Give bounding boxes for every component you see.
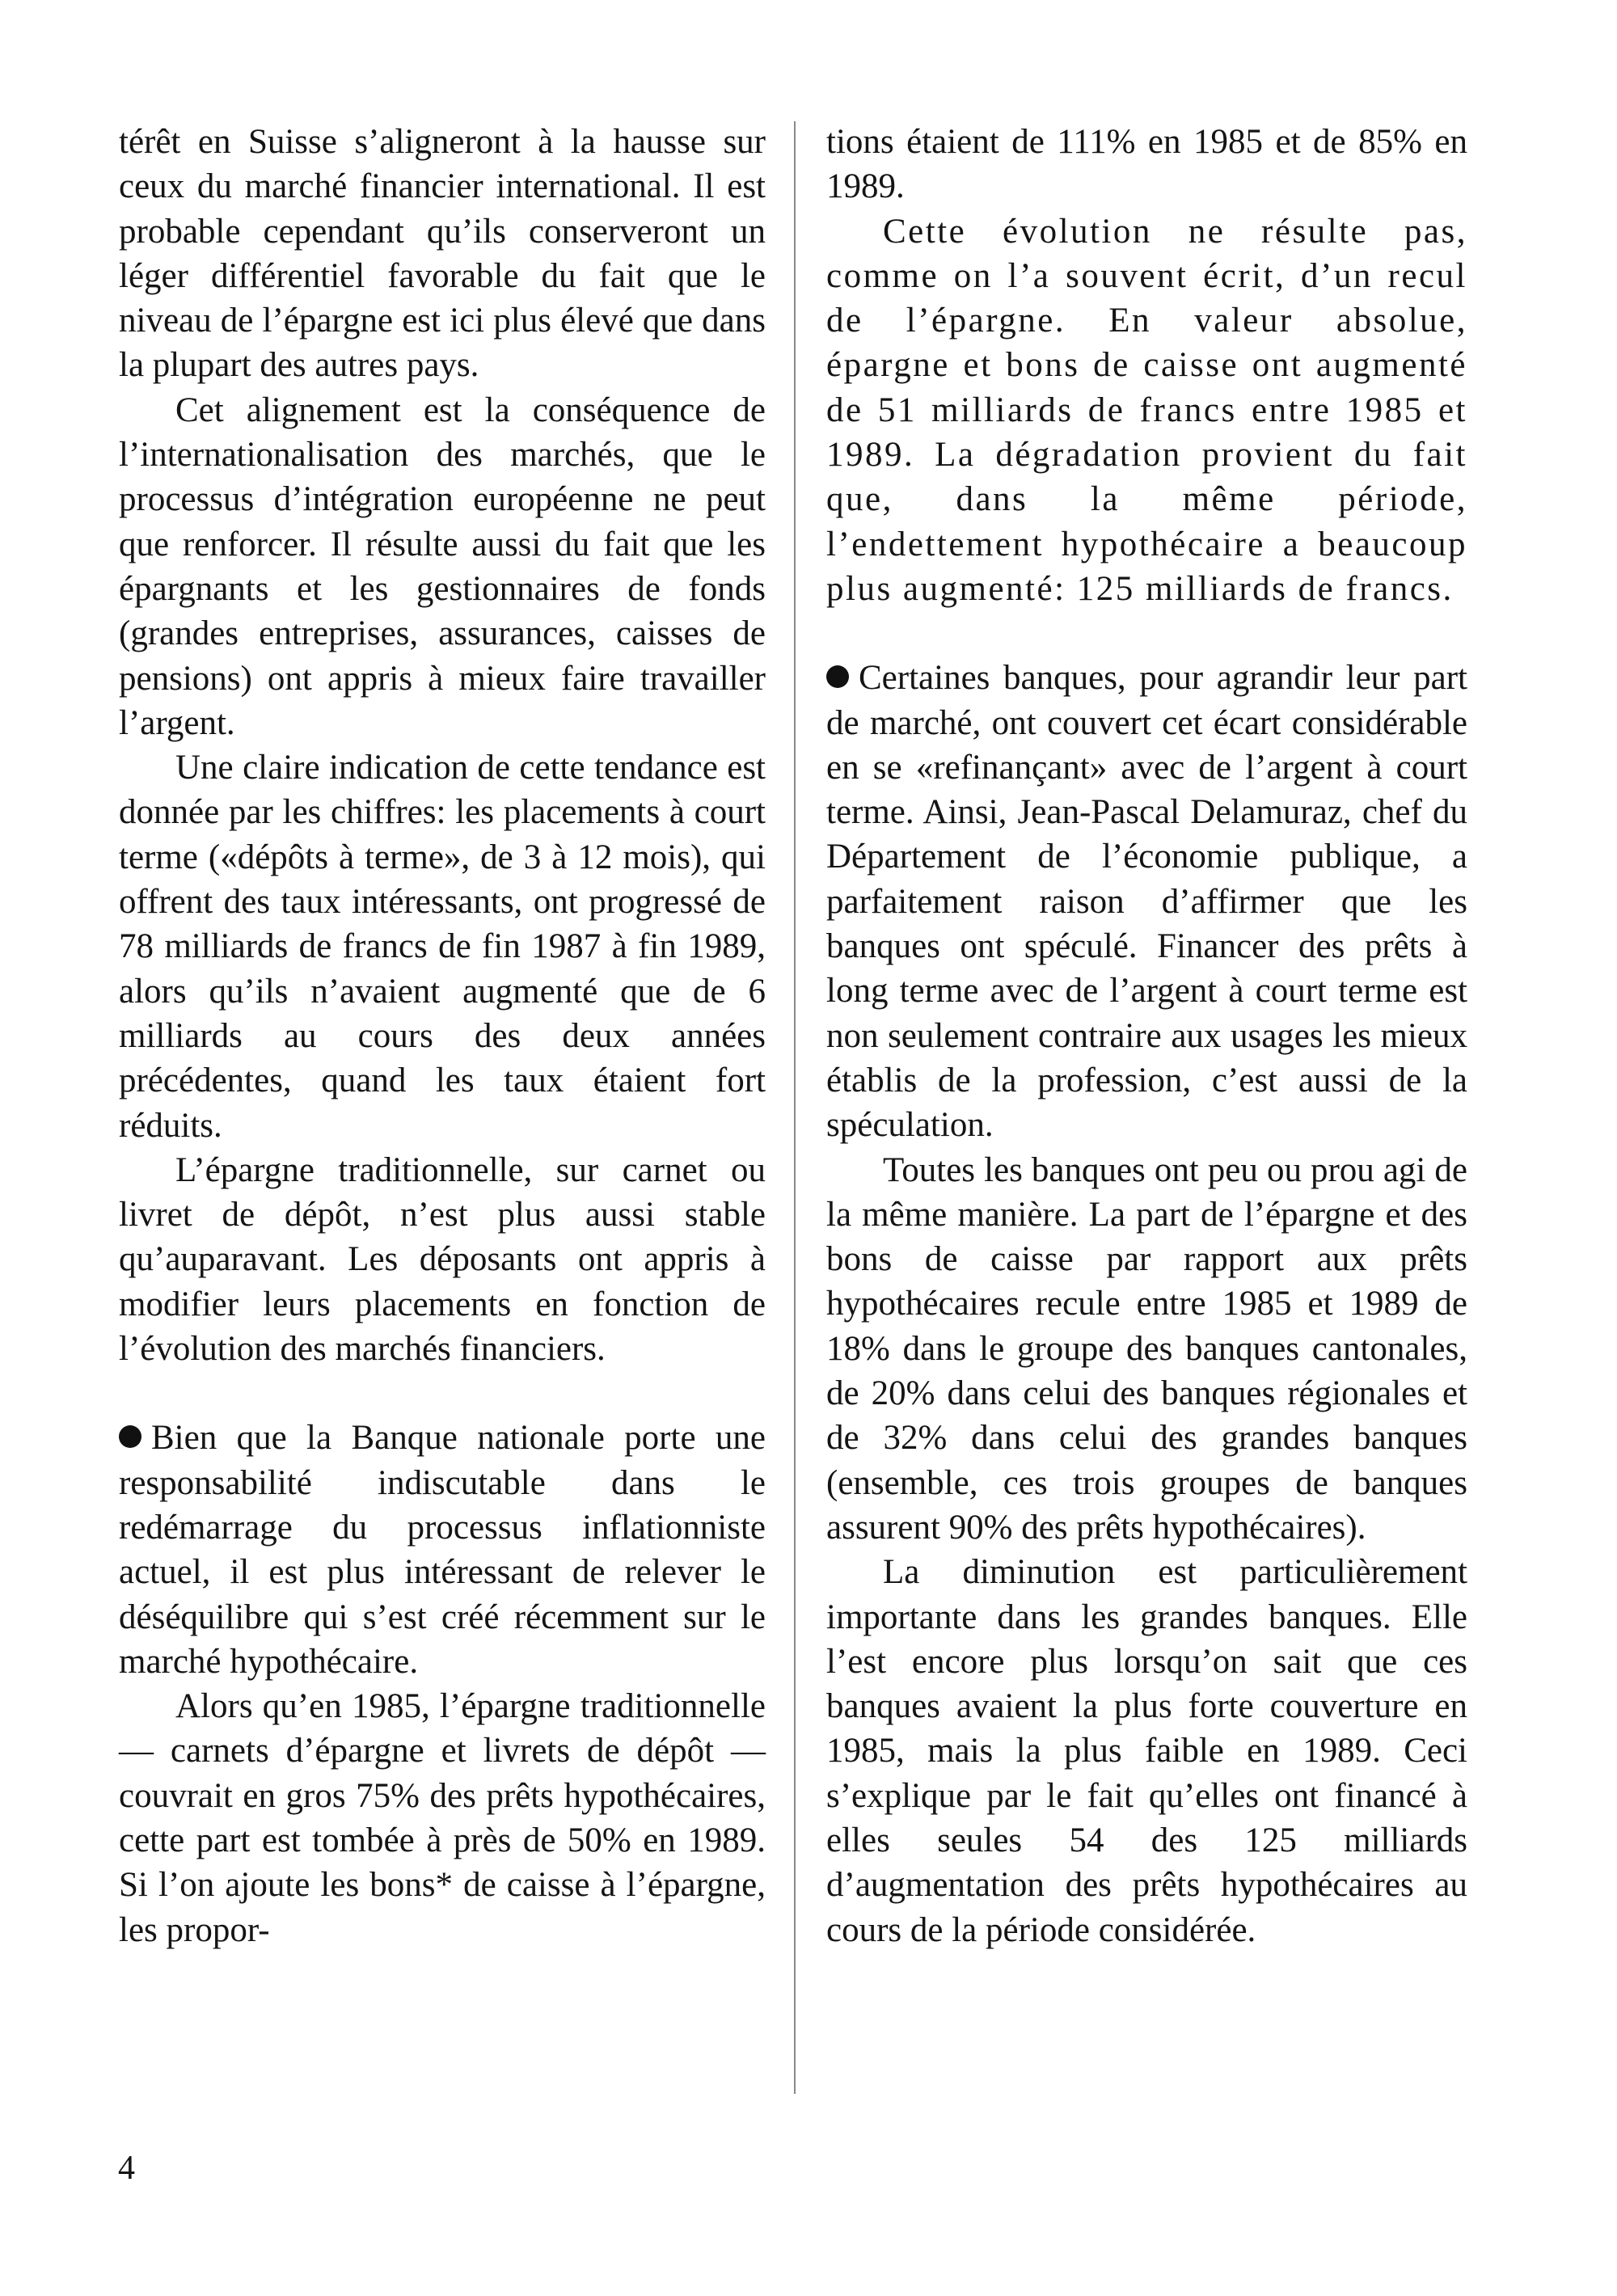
left-column — [119, 120, 766, 1952]
column-divider — [794, 121, 796, 2094]
page-number: 4 — [118, 2150, 135, 2187]
paragraph: L’épargne traditionnelle, sur carnet ou livret de dépôt, n’est plus aussi stable qu’auparavant. Les déposants ont appris à modifier leurs placements en fonction de l’évolution des marchés financiers. — [119, 1150, 766, 1369]
paragraph: tions étaient de 111% en 1985 et de 85% en 1989. — [826, 123, 1467, 206]
paragraph: térêt en Suisse s’aligneront à la hausse sur ceux du marché financier international. Il est probable cependant qu’ils conserveront un léger différentiel favorable du fait que le niveau de l’épargne est ici plus élevé que dans la plupart des autres pays. — [119, 123, 766, 385]
right-column — [826, 120, 1467, 1952]
paragraph: Une claire indication de cette tendance est donnée par les chiffres: les placements à court terme («dépôts à terme», de 3 à 12 mois), qui offrent des taux intéressants, ont progressé de 78 milliards de francs de fin 1987 à fin 1989, alors qu’ils n’avaient augmenté que de 6 milliards au cours des deux années précédentes, quand les taux étaient fort réduits. — [119, 749, 766, 1145]
paragraph-text: Cette évolution ne résulte pas, comme on l’a souvent écrit, d’un recul de l’épargne. En valeur absolue, épargne et bons de caisse ont augmenté de 51 milliards de francs entre 1985 et 1989. La dégradation provient du fait que, dans la même période, l’endettement hypothécaire a beaucoup plus augmenté: 125 milliards de francs. — [826, 212, 1467, 608]
bullet-icon — [826, 665, 849, 688]
paragraph: La diminution est particulièrement importante dans les grandes banques. Elle l’est encore plus lorsqu’on sait que ces banques avaient la plus forte couverture en 1985, mais la plus faible en 1989. Ceci s’explique par le fait qu’elles ont financé à elles seules 54 des 125 milliards d’augmentation des prêts hypothécaires au cours de la période considérée. — [826, 1553, 1467, 1949]
paragraph: Cet alignement est la conséquence de l’internationalisation des marchés, que le processus d’intégration européenne ne peut que renforcer. Il résulte aussi du fait que les épargnants et les gestionnaires de fonds (grandes entreprises, assurances, caisses de pensions) ont appris à mieux faire travailler l’argent. — [119, 390, 766, 742]
bullet-paragraph — [119, 1416, 766, 1684]
paragraph — [826, 209, 1467, 612]
paragraph-text: Bien que la Banque nationale porte une responsabilité indiscutable dans le redémarrage du processus inflationniste actuel, il est plus intéressant de relever le déséquilibre qui s’est créé récemment sur le marché hypothécaire. — [119, 1419, 766, 1681]
paragraph: Toutes les banques ont peu ou prou agi de la même manière. La part de l’épargne et des bons de caisse par rapport aux prêts hypothécaires recule entre 1985 et 1989 de 18% dans le groupe des banques cantonales, de 20% dans celui des banques régionales et de 32% dans celui des grandes banques (ensemble, ces trois groupes de banques assurent 90% des prêts hypothécaires). — [826, 1150, 1467, 1547]
paragraph: Alors qu’en 1985, l’épargne traditionnelle — carnets d’épargne et livrets de dépôt — couvrait en gros 75% des prêts hypothécaires, cette part est tombée à près de 50% en 1989. Si l’on ajoute les bons* de caisse à l’épargne, les propor- — [119, 1687, 766, 1949]
bullet-paragraph — [826, 656, 1467, 1147]
bullet-icon — [119, 1425, 141, 1448]
paragraph-text: Certaines banques, pour agrandir leur part de marché, ont couvert cet écart considérable en se «refinançant» avec de l’argent à court terme. Ainsi, Jean-Pascal Delamuraz, chef du Département de l’économie publique, a parfaitement raison d’affirmer que les banques ont spéculé. Financer des prêts à long terme avec de l’argent à court terme est non seulement contraire aux usages les mieux établis de la profession, c’est aussi de la spéculation. — [826, 659, 1467, 1145]
